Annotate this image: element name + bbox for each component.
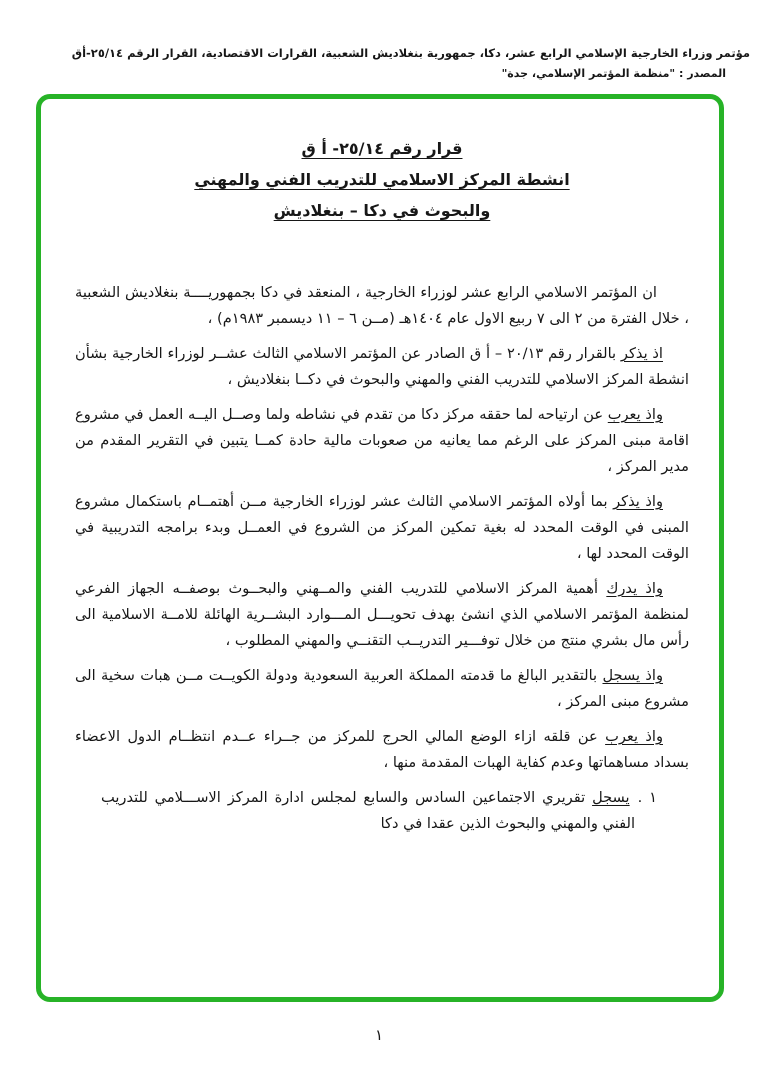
document-border-frame (36, 94, 724, 1002)
item-number: ١ . (637, 789, 658, 806)
item-lead: يسجل (592, 789, 630, 806)
paragraph-recalling-resolution (75, 341, 689, 393)
paragraph-recognizing-importance (75, 576, 689, 654)
resolution-number-title: قرار رقم ٢٥/١٤- أ ق (301, 139, 463, 158)
paragraph-preamble (75, 280, 689, 332)
paragraph-lead: واذ يعرب (605, 728, 663, 745)
paragraph-text: عن ارتياحه لما حققه مركز دكا من تقدم في نشاطه ولما وصــل اليــه العمل في مشروع اقامة مبنى المركز على الرغم مما يعانيه من صعوبات مالية حادة كمــا يتبين في التقرير المقدم من مدير المركز ، (75, 406, 689, 475)
paragraph-lead: واذ يعرب (607, 406, 663, 423)
document-header (6, 46, 750, 80)
paragraph-lead: اذ يذكر (620, 345, 663, 362)
paragraph-text: عن قلقه ازاء الوضع المالي الحرج للمركز من جــراء عــدم انتظــام الدول الاعضاء بسداد مساهماتها وعدم كفاية الهبات المقدمة منها ، (75, 728, 689, 771)
document-content (41, 99, 719, 997)
paragraph-text: بالقرار رقم ٢٠/١٣ – أ ق الصادر عن المؤتمر الاسلامي الثالث عشــر لوزراء الخارجية بشأن انشطة المركز الاسلامي للتدريب الفني والمهني والبحوث في دكــا بنغلاديش ، (75, 345, 689, 388)
paragraph-recalling-attention (75, 489, 689, 567)
page-number: ١ (374, 1026, 384, 1044)
paragraph-text: بالتقدير البالغ ما قدمته المملكة العربية السعودية ودولة الكويــت مــن هبات سخية الى مشروع مبنى المركز ، (75, 667, 689, 710)
header-source-line: المصدر : "منظمة المؤتمر الإسلامي، جدة" (501, 67, 726, 80)
paragraph-lead: واذ يسجل (602, 667, 664, 684)
paragraph-lead: واذ يدرك (606, 580, 663, 597)
header-title-line: مؤتمر وزراء الخارجية الإسلامي الرابع عشر، دكا، جمهورية بنغلاديش الشعبية، القرارات الاقتصادية، القرار الرقم ٢٥/١٤-أق (71, 46, 750, 60)
paragraph-expressing-concern (75, 724, 689, 776)
paragraph-text: بما أولاه المؤتمر الاسلامي الثالث عشر لوزراء الخارجية مــن أهتمــام باستكمال مشروع المبنى في الوقت المحدد له بغية تمكين المركز من الشروع في العمــل وبدء برامجه التدريبية في الوقت المحدد لها ، (75, 493, 689, 562)
paragraph-text: أهمية المركز الاسلامي للتدريب الفني والمــهني والبحــوث بوصفــه الجهاز الفرعي لمنظمة المؤتمر الاسلامي الذي انشئ بهدف تحويـــل المـــوارد البشــرية الهائلة للامــة الاسلامية الى رأس مال بشري منتج من خلال توفـــير التدريــب التقنــي والمهني المطلوب ، (75, 580, 689, 649)
resolution-subject-title: انشطة المركز الاسلامي للتدريب الفني والمهني (194, 170, 570, 189)
paragraph-lead: واذ يذكر (613, 493, 663, 510)
document-body (75, 280, 689, 837)
paragraph-text: ان المؤتمر الاسلامي الرابع عشر لوزراء الخارجية ، المنعقد في دكا بجمهوريــــة بنغلاديش الشعبية ، خلال الفترة من ٢ الى ٧ ربيع الاول عام ١٤٠٤هـ (مــن ٦ – ١١ ديسمبر ١٩٨٣م) ، (75, 284, 689, 327)
paragraph-recording-appreciation (75, 663, 689, 715)
resolution-subject-title-2: والبحوث في دكا – بنغلاديش (273, 201, 491, 220)
title-block (75, 133, 689, 226)
item-text: تقريري الاجتماعين السادس والسابع لمجلس ادارة المركز الاســـلامي للتدريب الفني والمهني والبحوث الذين عقدا في دكا (101, 789, 635, 832)
paragraph-expressing-satisfaction (75, 402, 689, 480)
numbered-item-1 (101, 785, 689, 837)
